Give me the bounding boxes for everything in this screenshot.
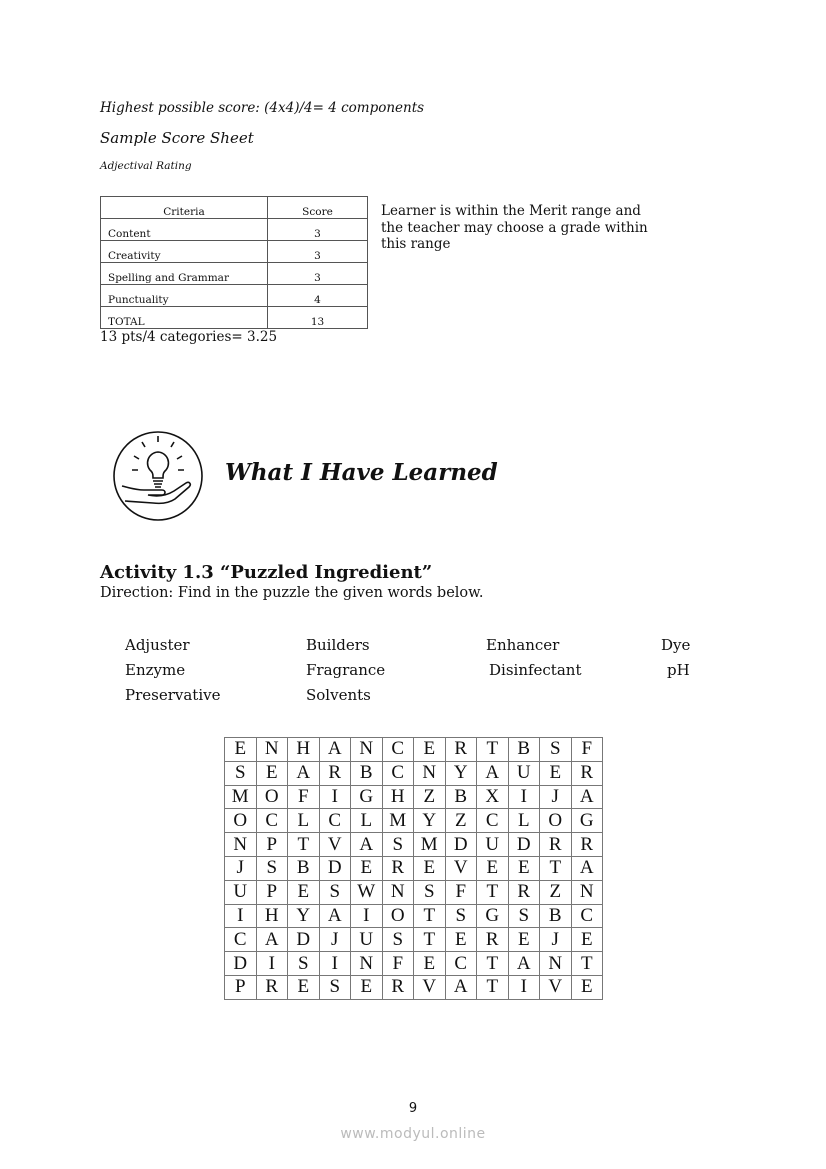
word-item: Disinfectant	[489, 661, 582, 679]
grid-cell[interactable]: L	[288, 809, 320, 833]
word-item: Builders	[306, 636, 370, 654]
grid-cell[interactable]: P	[225, 975, 257, 999]
merit-note: Learner is within the Merit range and the teacher may choose a grade within this range	[381, 203, 648, 252]
grid-cell[interactable]: X	[477, 785, 509, 809]
grid-cell[interactable]: V	[319, 833, 351, 857]
grid-cell[interactable]: S	[508, 904, 540, 928]
grid-cell[interactable]: B	[445, 785, 477, 809]
table-row	[101, 285, 368, 307]
criteria-cell: Creativity	[101, 241, 268, 263]
grid-cell[interactable]: U	[225, 880, 257, 904]
grid-cell[interactable]: S	[319, 880, 351, 904]
grid-cell[interactable]: Z	[445, 809, 477, 833]
grid-cell[interactable]: E	[571, 928, 603, 952]
grid-cell[interactable]: J	[225, 856, 257, 880]
grid-cell[interactable]: O	[382, 904, 414, 928]
table-row	[101, 219, 368, 241]
adjectival-rating-label: Adjectival Rating	[100, 160, 192, 172]
grid-cell[interactable]: T	[477, 975, 509, 999]
table-row	[101, 263, 368, 285]
grid-cell[interactable]: H	[382, 785, 414, 809]
grid-cell[interactable]: Y	[414, 809, 446, 833]
grid-cell[interactable]: I	[319, 785, 351, 809]
grid-cell[interactable]: T	[571, 952, 603, 976]
table-row	[101, 241, 368, 263]
criteria-cell: Content	[101, 219, 268, 241]
grid-cell[interactable]: B	[540, 904, 572, 928]
score-table	[100, 196, 368, 329]
grid-row	[225, 738, 603, 762]
score-cell: 4	[268, 285, 368, 307]
grid-row	[225, 880, 603, 904]
grid-cell[interactable]: O	[225, 809, 257, 833]
grid-cell[interactable]: V	[540, 975, 572, 999]
grid-cell[interactable]: B	[508, 738, 540, 762]
grid-cell[interactable]: U	[508, 761, 540, 785]
grid-cell[interactable]: A	[445, 975, 477, 999]
grid-cell[interactable]: G	[351, 785, 383, 809]
grid-cell[interactable]: C	[382, 761, 414, 785]
activity-direction: Direction: Find in the puzzle the given words below.	[100, 585, 484, 601]
sample-score-title: Sample Score Sheet	[100, 129, 254, 147]
grid-cell[interactable]: R	[571, 761, 603, 785]
grid-cell[interactable]: T	[540, 856, 572, 880]
grid-row	[225, 785, 603, 809]
grid-cell[interactable]: T	[414, 928, 446, 952]
grid-cell[interactable]: O	[540, 809, 572, 833]
grid-cell[interactable]: O	[256, 785, 288, 809]
grid-cell[interactable]: I	[508, 785, 540, 809]
grid-cell[interactable]: F	[288, 785, 320, 809]
grid-cell[interactable]: V	[414, 975, 446, 999]
grid-cell[interactable]: D	[319, 856, 351, 880]
header-score: Score	[268, 197, 368, 219]
grid-cell[interactable]: T	[477, 738, 509, 762]
grid-cell[interactable]: T	[477, 952, 509, 976]
grid-cell[interactable]: C	[477, 809, 509, 833]
header-criteria: Criteria	[101, 197, 268, 219]
grid-cell[interactable]: T	[477, 880, 509, 904]
grid-cell[interactable]: R	[382, 856, 414, 880]
grid-cell[interactable]: F	[571, 738, 603, 762]
grid-cell[interactable]: G	[571, 809, 603, 833]
grid-cell[interactable]: P	[256, 880, 288, 904]
grid-cell[interactable]: G	[477, 904, 509, 928]
grid-row	[225, 952, 603, 976]
word-item: Preservative	[125, 686, 221, 704]
grid-cell[interactable]: I	[508, 975, 540, 999]
word-item: Enzyme	[125, 661, 186, 679]
grid-cell[interactable]: S	[414, 880, 446, 904]
grid-cell[interactable]: A	[571, 856, 603, 880]
grid-cell[interactable]: E	[508, 928, 540, 952]
grid-cell[interactable]: U	[477, 833, 509, 857]
grid-cell[interactable]: N	[414, 761, 446, 785]
grid-cell[interactable]: R	[477, 928, 509, 952]
grid-cell[interactable]: C	[571, 904, 603, 928]
grid-cell[interactable]: A	[351, 833, 383, 857]
grid-cell[interactable]: N	[351, 738, 383, 762]
grid-row	[225, 856, 603, 880]
grid-cell[interactable]: C	[225, 928, 257, 952]
grid-cell[interactable]: S	[319, 975, 351, 999]
grid-cell[interactable]: A	[477, 761, 509, 785]
grid-cell[interactable]: E	[445, 928, 477, 952]
grid-cell[interactable]: L	[508, 809, 540, 833]
grid-row	[225, 928, 603, 952]
grid-cell[interactable]: S	[225, 761, 257, 785]
grid-cell[interactable]: D	[288, 928, 320, 952]
grid-cell[interactable]: C	[256, 809, 288, 833]
grid-row	[225, 809, 603, 833]
table-row	[101, 307, 368, 329]
grid-cell[interactable]: R	[256, 975, 288, 999]
grid-cell[interactable]: U	[351, 928, 383, 952]
word-item: Fragrance	[306, 661, 386, 679]
grid-cell[interactable]: E	[225, 738, 257, 762]
grid-cell[interactable]: E	[414, 952, 446, 976]
grid-cell[interactable]: A	[508, 952, 540, 976]
grid-cell[interactable]: H	[256, 904, 288, 928]
grid-cell[interactable]: N	[540, 952, 572, 976]
grid-cell[interactable]: R	[540, 833, 572, 857]
grid-cell[interactable]: N	[225, 833, 257, 857]
grid-cell[interactable]: I	[256, 952, 288, 976]
grid-cell[interactable]: L	[351, 809, 383, 833]
grid-cell[interactable]: C	[382, 738, 414, 762]
watermark: www.modyul.online	[340, 1126, 486, 1142]
score-cell: 3	[268, 263, 368, 285]
activity-title: Activity 1.3 “Puzzled Ingredient”	[100, 562, 433, 583]
word-item: Solvents	[306, 686, 371, 704]
grid-cell[interactable]: R	[382, 975, 414, 999]
grid-cell[interactable]: E	[256, 761, 288, 785]
grid-cell[interactable]: J	[540, 785, 572, 809]
table-header-row	[101, 197, 368, 219]
grid-cell[interactable]: I	[351, 904, 383, 928]
grid-row	[225, 975, 603, 999]
grid-cell[interactable]: F	[382, 952, 414, 976]
grid-cell[interactable]: A	[288, 761, 320, 785]
grid-cell[interactable]: Z	[540, 880, 572, 904]
grid-cell[interactable]: N	[351, 952, 383, 976]
grid-cell[interactable]: P	[256, 833, 288, 857]
grid-cell[interactable]: D	[445, 833, 477, 857]
grid-cell[interactable]: M	[225, 785, 257, 809]
grid-cell[interactable]: B	[351, 761, 383, 785]
grid-cell[interactable]: I	[225, 904, 257, 928]
grid-cell[interactable]: E	[288, 975, 320, 999]
grid-cell[interactable]: S	[382, 928, 414, 952]
grid-cell[interactable]: J	[540, 928, 572, 952]
grid-cell[interactable]: R	[571, 833, 603, 857]
grid-cell[interactable]: B	[288, 856, 320, 880]
grid-cell[interactable]: C	[319, 809, 351, 833]
grid-cell[interactable]: M	[414, 833, 446, 857]
grid-cell[interactable]: C	[445, 952, 477, 976]
grid-cell[interactable]: J	[319, 928, 351, 952]
grid-cell[interactable]: A	[319, 738, 351, 762]
grid-cell[interactable]: M	[382, 809, 414, 833]
section-title: What I Have Learned	[225, 459, 498, 486]
word-item: pH	[667, 661, 690, 679]
grid-cell[interactable]: E	[414, 856, 446, 880]
grid-cell[interactable]: T	[414, 904, 446, 928]
grid-cell[interactable]: E	[540, 761, 572, 785]
grid-cell[interactable]: A	[256, 928, 288, 952]
grid-cell[interactable]: D	[508, 833, 540, 857]
grid-cell[interactable]: S	[445, 904, 477, 928]
grid-cell[interactable]: R	[445, 738, 477, 762]
word-item: Adjuster	[125, 636, 190, 654]
grid-cell[interactable]: F	[445, 880, 477, 904]
grid-row	[225, 761, 603, 785]
word-item: Dye	[661, 636, 691, 654]
grid-cell[interactable]: A	[319, 904, 351, 928]
criteria-cell: Spelling and Grammar	[101, 263, 268, 285]
grid-cell[interactable]: E	[351, 975, 383, 999]
grid-cell[interactable]: I	[319, 952, 351, 976]
grid-cell[interactable]: D	[225, 952, 257, 976]
score-cell: 13	[268, 307, 368, 329]
grid-cell[interactable]: E	[477, 856, 509, 880]
score-cell: 3	[268, 219, 368, 241]
grid-cell[interactable]: E	[288, 880, 320, 904]
grid-cell[interactable]: E	[571, 975, 603, 999]
grid-cell[interactable]: S	[288, 952, 320, 976]
highest-score-text: Highest possible score: (4x4)/4= 4 components	[100, 100, 425, 116]
criteria-cell: Punctuality	[101, 285, 268, 307]
grid-cell[interactable]: N	[256, 738, 288, 762]
grid-cell[interactable]: W	[351, 880, 383, 904]
criteria-cell: TOTAL	[101, 307, 268, 329]
grid-row	[225, 904, 603, 928]
lightbulb-hand-icon	[112, 430, 204, 522]
grid-cell[interactable]: S	[540, 738, 572, 762]
grid-cell[interactable]: N	[382, 880, 414, 904]
grid-cell[interactable]: N	[571, 880, 603, 904]
grid-cell[interactable]: H	[288, 738, 320, 762]
grid-cell[interactable]: V	[445, 856, 477, 880]
grid-cell[interactable]: T	[288, 833, 320, 857]
grid-cell[interactable]: R	[508, 880, 540, 904]
grid-cell[interactable]: S	[382, 833, 414, 857]
grid-cell[interactable]: Y	[445, 761, 477, 785]
page-number: 9	[408, 1101, 418, 1116]
word-search-grid	[224, 737, 603, 1000]
word-item: Enhancer	[486, 636, 560, 654]
grid-cell[interactable]: Y	[288, 904, 320, 928]
grid-row	[225, 833, 603, 857]
score-cell: 3	[268, 241, 368, 263]
grid-cell[interactable]: S	[256, 856, 288, 880]
grid-cell[interactable]: A	[571, 785, 603, 809]
grid-cell[interactable]: R	[319, 761, 351, 785]
grid-cell[interactable]: E	[414, 738, 446, 762]
computation-text: 13 pts/4 categories= 3.25	[100, 329, 278, 345]
grid-cell[interactable]: E	[351, 856, 383, 880]
grid-cell[interactable]: Z	[414, 785, 446, 809]
grid-cell[interactable]: E	[508, 856, 540, 880]
